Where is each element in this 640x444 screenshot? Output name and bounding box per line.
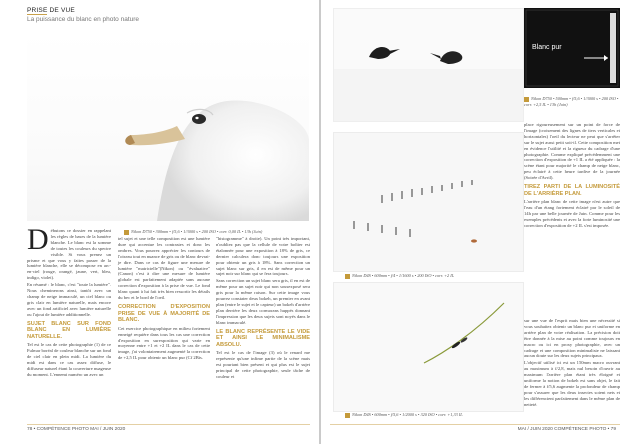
cormorants-photo [333, 8, 524, 122]
section-subtitle: La puissance du blanc en photo nature [27, 16, 140, 23]
left-column-1 [27, 223, 111, 379]
insects-macro-photo [333, 282, 524, 412]
footer-rule-right [330, 424, 620, 425]
section-heading: LE BLANC REPRÉSENTE LE VIDE ET AINSI LE MINIMALISME ABSOLU. [216, 328, 310, 348]
section-heading: SUJET BLANC SUR FOND BLANC EN LUMIÈRE NATURELLE. [27, 320, 111, 340]
right-column-2 [524, 318, 620, 409]
header-rule [27, 14, 47, 15]
paragraph: L'objectif utilisé ici est un 150mm macro ouvrant au maximum à f/2,8, mais nul besoin d'ouvrir au maximum l'arrière plan étant très éloigné et uniforme la notion de bokeh est sans objet, le fait de fermer à f/5,6 augmente la profondeur de champ pour s'assurer que les deux insectes soient nets et les différencient parfaitement dans le même plan de netteté. [524, 360, 620, 407]
page-gutter [319, 0, 321, 444]
folio-left: 78 • COMPÉTENCE PHOTO MAI / JUIN 2020 [27, 427, 126, 432]
paragraph: Sans correction un sujet blanc sera gris, il en est de même pour un sujet noir qui non sousexposé sera gris pour la même raison. Sur cette image vous pourrez constater deux bokeh, un premier en avant plan (entre le sujet et le capteur) un bokeh d'arrière plan derrière les deux cormorans huppés donnant l'impression que les deux sujets sont noyés dans le blanc immaculé. [216, 278, 310, 325]
photo-caption-1: Nikon D750 • 300mm • f/5,6 • 1/3000 s • 200 ISO • corr. 0,00 IL • 13h (Juin) [124, 229, 314, 235]
photo-caption-4: Nikon D4S • 600mm • f/5,6 • 1/2000 s • 320 ISO • corr. +1,33 IL [345, 412, 525, 418]
paragraph: place rigoureusement sur un point de force de l'image (croisement des lignes de tiers verticales et horizontales) l'oeil du lecteur ne peut que s'arrêter sur le sujet aussi petit soit-il. Cette composition met en évidence l'utilité et la rigueur du cadrage d'une photographie. Comme expliqué précédemment une correction d'exposition de +1 IL a été appliquée : la scène étant pour majorité le champ de neige blanc, peu éclairé à cette heure tardive de la journée (Soirée d'Avril). [524, 122, 620, 181]
section-heading: CORRECTION D'EXPOSITION PRISE DE VUE À MAJORITÉ DE BLANC. [118, 303, 210, 324]
paragraph: Tel est le cas de cette photographie (1) de ce Fulmar boréal de couleur blanche sur un fond de ciel clair en plein midi. La lumière du midi est dans ce cas assez diffuse, le diffuseur naturel étant la couverture nuageuse du moment. L'ennemi numéro un avec un [27, 342, 111, 377]
histogram-panel [524, 8, 620, 88]
footer-rule-left [27, 424, 310, 425]
paragraph: tel sujet et une telle composition est une lumière dure qui accentue les contrastes et donc les ombres. Vous pourrez apprécier les contours de l'oiseau tout en nuance de gris ou de blanc devrai-je dire. Dans ce cas de figure une mesure de lumière "matricielle"(Nikon) ou "évaluative"(Canon) c'est à dire une mesure de lumière globale est parfaitement adaptée sans aucune correction d'exposition à la prise de vue. Le fond blanc quant à lui fait très bien ressortir les détails du bec et le bord de l'oeil. [118, 236, 210, 301]
caption-marker [345, 274, 350, 279]
caption-marker [124, 230, 129, 235]
dropcap: D [27, 223, 49, 256]
paragraph: En résumé : le blanc, c'est "toute la lumière". Nous cheminerons ainsi, tantôt avec un champ de neige immaculé, un ciel blanc ou gris clair en lumière naturelle, mais encore avec un fond artificiel avec lumière naturelle ou l'ajout de lumière additionnelle. [27, 282, 111, 317]
photo-caption-3: Nikon D4S • 600mm • f/4 • 1/1600 s • 200 ISO • corr. +2 IL [345, 273, 525, 279]
section-rubric: PRISE DE VUE [27, 7, 75, 14]
paragraph: Tel est le cas de l'image (3) où le renard me représente qu'une infime partie de la scène mais est pourtant bien présent et qui plus est le sujet principal de cette photographie, seule tâche de couleur et [216, 350, 310, 379]
intro-paragraph: Débutons ce dossier en rappelant les règles de bases de la lumière blanche. Le blanc est la somme de toutes les couleurs du spectre visible. Si vous prenez un prisme et que vous y faites passer de la lumière blanche, elle se décompose en arc-en-ciel (rouge, orangé, jaune, vert, bleu, indigo, violet). [27, 223, 111, 281]
paragraph: "histogramme" à droite). Un point très important, n'oubliez pas que la cellule de votre boîtier est étalonnée pour une exposition à 18% de gris, ce dernier calculera donc toujours une exposition pour obtenir un gris à 18%. Sans correction un sujet blanc sur gris, il en est de même pour un sujet noir sur blanc qui se fera toujours. [216, 236, 310, 277]
section-heading: TIREZ PARTI DE LA LUMINOSITÉ DE L'ARRIÈRE PLAN. [524, 184, 620, 197]
left-column-3 [216, 236, 310, 381]
paragraph: Cet exercice photographique en milieu fortement enneigé requière dans tous les cas une correction d'exposition en surexposition qui varie en moyenne entre +1 et +2 IL dans le cas de cette image, j'ai volontairement augmenté la correction de +2,5 IL pour obtenir un blanc pur (Cf 2Bis. [118, 325, 210, 361]
fulmar-photo [27, 31, 309, 221]
folio-right: MAI / JUIN 2020 COMPÉTENCE PHOTO • 79 [517, 427, 616, 432]
histogram-label: Blanc pur [532, 44, 562, 51]
right-column-1 [524, 122, 620, 230]
caption-marker [345, 413, 350, 418]
paragraph: L'arrière plan blanc de cette image n'est autre que l'eau d'un étang fortement éclairé par le soleil de 14h par une belle journée de Juin. Comme pour les exemples précédents et avec la forte luminosité une correction d'exposition de +2 IL s'est imposée. [524, 199, 620, 228]
photo-caption-2: Nikon D750 • 500mm • f/5,6 • 1/3000 s • 200 ISO • corr. +2,5 IL • 13h (Juin) [524, 96, 619, 107]
snowfield-fox-photo [333, 132, 524, 272]
left-column-2 [118, 236, 210, 362]
paragraph: sur une vue de l'esprit mais bien une nécessité si vous souhaitez obtenir un blanc pur et uniforme en arrière plan de votre réalisation. La précision doit être donnée à la mise au point comme toujours en macro ou ici en proxy photographie, avec un cadrage et une composition minimaliste ne laissant aucun doute sur les deux sujets principaux. [524, 318, 620, 359]
